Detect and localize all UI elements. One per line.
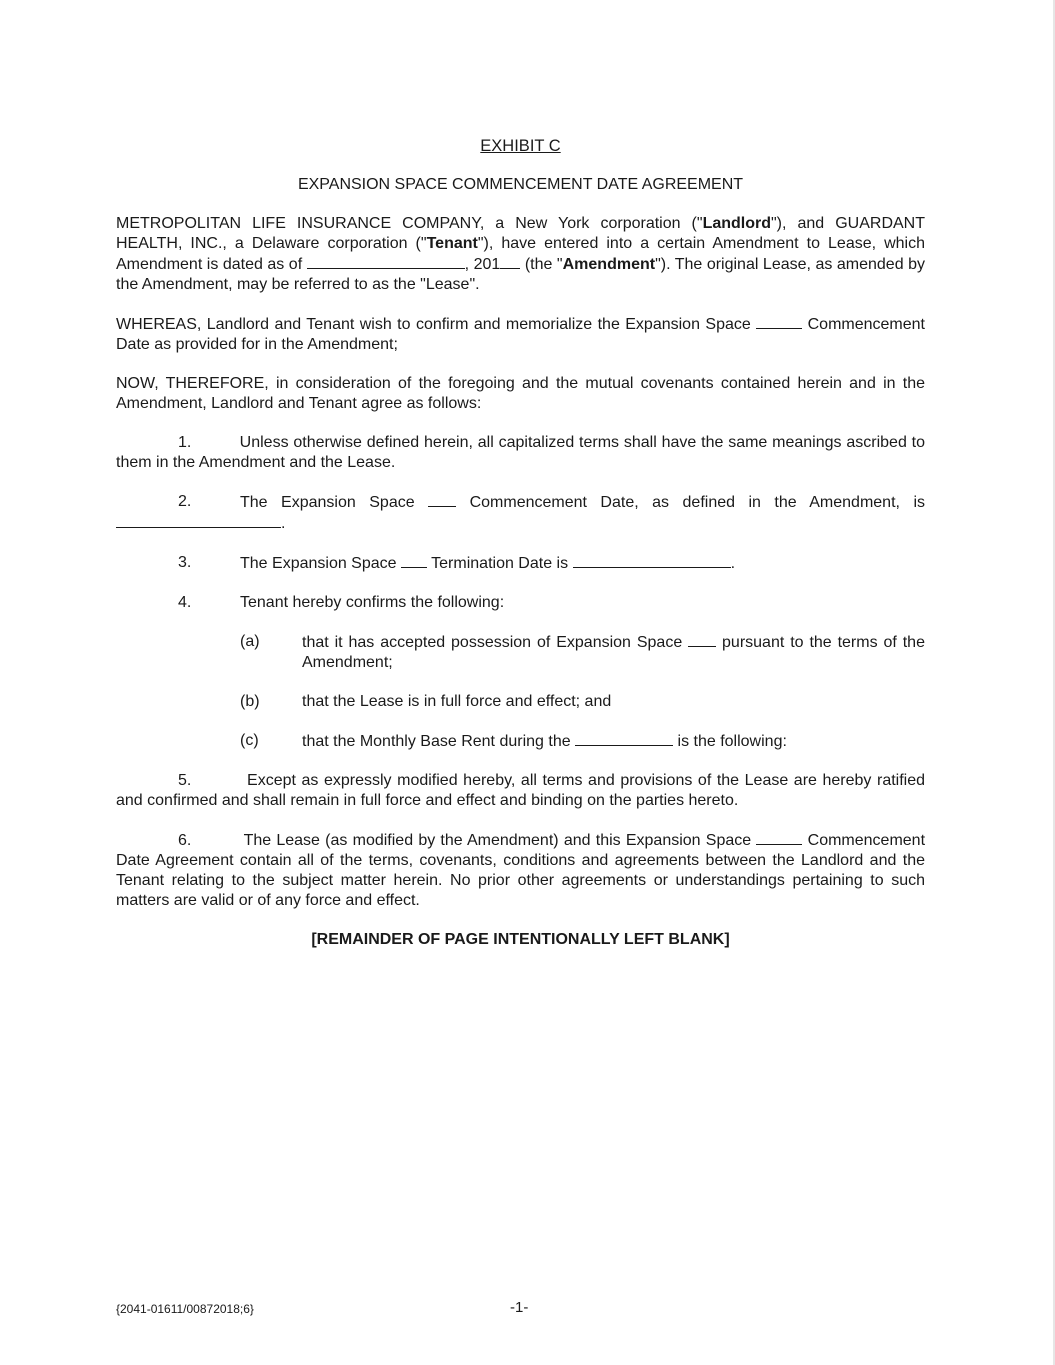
- item-text: Unless otherwise defined herein, all capitalized terms shall have the same meanings ascribed to them in the Amendment and the Lease.: [116, 434, 926, 471]
- item-4: [116, 593, 925, 613]
- agreement-title: EXPANSION SPACE COMMENCEMENT DATE AGREEMENT: [297, 176, 744, 193]
- item-1: [116, 433, 925, 473]
- item-text: Termination Date is: [431, 555, 569, 572]
- intro-paragraph: [116, 214, 925, 295]
- expansion-space-blank: [756, 314, 802, 329]
- item-6: [116, 830, 925, 911]
- whereas-paragraph: [116, 314, 925, 355]
- item-number: 5.: [178, 772, 192, 789]
- item-number: 3.: [178, 554, 192, 571]
- expansion-space-blank: [756, 830, 802, 845]
- amendment-year-blank: [500, 254, 520, 269]
- rent-period-blank: [575, 731, 673, 746]
- item-text: The Expansion Space: [240, 555, 397, 572]
- item-2: 2. The Expansion Space Commencement Date, as defined in the Amendment, is .: [116, 492, 925, 534]
- amendment-term: Amendment: [562, 256, 656, 273]
- item-text: Tenant hereby confirms the following:: [240, 594, 505, 611]
- item-text: Except as expressly modified hereby, all terms and provisions of the Lease are hereby ratified and confirmed and shall remain in full force and effect and binding on the parties hereto.: [116, 772, 926, 809]
- now-therefore-paragraph: NOW, THEREFORE, in consideration of the foregoing and the mutual covenants contained herein and in the Amendment, Landlord and Tenant agree as follows:: [116, 375, 925, 412]
- expansion-space-blank: [401, 553, 427, 568]
- document-id: {2041-01611/00872018;6}: [116, 1302, 254, 1316]
- whereas-text: WHEREAS, Landlord and Tenant wish to confirm and memorialize the Expansion Space: [116, 316, 751, 333]
- item-number: 6.: [178, 832, 192, 849]
- item-number: 4.: [178, 594, 192, 611]
- intro-text: METROPOLITAN LIFE INSURANCE COMPANY, a New York corporation (": [116, 215, 703, 232]
- item-text: The Lease (as modified by the Amendment) and this Expansion Space: [243, 832, 752, 849]
- item-number: 2.: [178, 493, 192, 510]
- commencement-date-blank: [116, 513, 281, 528]
- document-body: [116, 136, 925, 950]
- amendment-date-blank: [307, 254, 465, 269]
- item-4a: [116, 632, 925, 673]
- item-5: [116, 771, 925, 811]
- intro-text: "), and GUARDANT HEALTH, INC., a Delaware corporation (": [116, 215, 926, 252]
- intro-text: "). The original Lease, as amended by the Amendment, may be referred to as the "Lease".: [116, 256, 926, 293]
- page-number: -1-: [510, 1299, 529, 1316]
- sub-item-label: (a): [240, 633, 260, 650]
- sub-item-label: (c): [240, 732, 259, 749]
- sub-item-text: that it has accepted possession of Expansion Space pursuant to the terms of the Amendment;: [302, 634, 925, 671]
- intro-text: "), have entered into a certain Amendment to Lease, which Amendment is dated as of: [116, 235, 926, 273]
- sub-item-text: that the Monthly Base Rent during the is the following:: [302, 733, 787, 750]
- expansion-space-blank: [688, 632, 716, 647]
- landlord-term: Landlord: [702, 215, 771, 232]
- tenant-term: Tenant: [426, 235, 478, 252]
- item-text: Commencement Date Agreement contain all of the terms, covenants, conditions and agreements between the Landlord and the Tenant relating to the subject matter herein. No prior other agreements or understandings pertaining to such matters are valid or of any force and effect.: [116, 832, 926, 909]
- whereas-text: Commencement Date as provided for in the Amendment;: [116, 316, 925, 353]
- intro-text: , 201: [464, 256, 501, 273]
- sub-item-text: that the Lease is in full force and effect; and: [302, 693, 612, 710]
- item-text: The Expansion Space Commencement Date, as defined in the Amendment, is: [240, 494, 925, 511]
- expansion-space-blank: [428, 492, 456, 507]
- sub-item-label: (b): [240, 693, 260, 710]
- exhibit-label: EXHIBIT C: [480, 137, 561, 155]
- item-4b: [116, 692, 925, 712]
- termination-date-blank: [573, 553, 731, 568]
- item-3: 3. The Expansion Space Termination Date is .: [178, 554, 736, 572]
- intro-text: (the ": [520, 256, 563, 273]
- remainder-notice: [REMAINDER OF PAGE INTENTIONALLY LEFT BLANK]: [311, 931, 730, 948]
- item-4c: [116, 731, 925, 752]
- item-number: 1.: [178, 434, 192, 451]
